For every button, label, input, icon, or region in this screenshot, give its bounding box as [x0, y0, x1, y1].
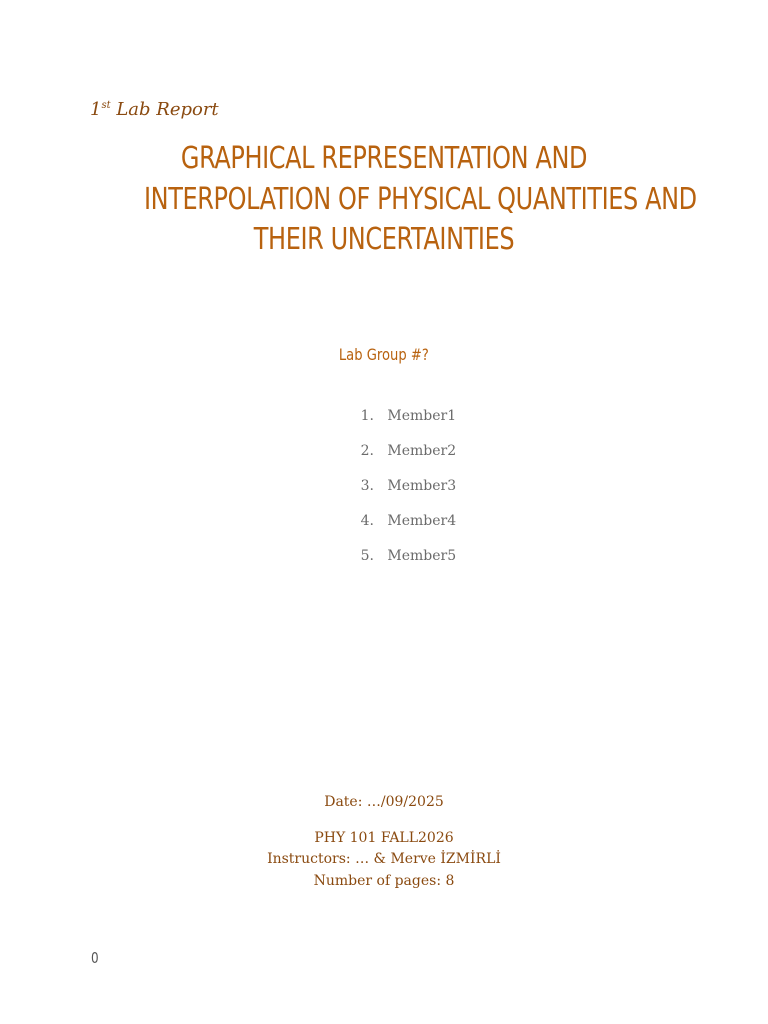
title-line: GRAPHICAL REPRESENTATION AND — [180, 141, 588, 176]
list-item-number: 1. — [360, 408, 374, 424]
lab-group-label: Lab Group #? — [339, 345, 429, 364]
member-name: Member1 — [387, 408, 457, 424]
report-ordinal: 1 — [90, 99, 102, 120]
list-item-number: 4. — [360, 513, 374, 529]
list-item — [342, 548, 456, 583]
report-label — [90, 99, 219, 120]
report-date: Date: …/09/2025 — [324, 794, 444, 810]
member-name: Member5 — [387, 548, 457, 564]
course-code: PHY 101 FALL2026 — [314, 830, 454, 846]
member-list — [342, 408, 456, 583]
lab-group-heading — [0, 345, 768, 364]
report-label-text: Lab Report — [110, 99, 219, 120]
list-item — [342, 408, 456, 443]
list-item — [342, 478, 456, 513]
page-count: Number of pages: 8 — [313, 873, 455, 889]
report-ordinal-suffix: st — [101, 100, 111, 111]
list-item-number: 3. — [360, 478, 374, 494]
page-number-value: 0 — [90, 949, 99, 967]
list-item — [342, 443, 456, 478]
document-title — [144, 139, 697, 261]
member-name: Member3 — [387, 478, 457, 494]
member-name: Member2 — [387, 443, 457, 459]
instructors: Instructors: … & Merve İZMİRLİ — [267, 851, 501, 867]
member-name: Member4 — [387, 513, 457, 529]
page-number — [90, 949, 100, 967]
list-item — [342, 513, 456, 548]
title-line: INTERPOLATION OF PHYSICAL QUANTITIES AND — [144, 181, 697, 217]
list-item-number: 2. — [360, 443, 374, 459]
title-line: THEIR UNCERTAINTIES — [253, 222, 515, 257]
list-item-number: 5. — [360, 548, 374, 564]
